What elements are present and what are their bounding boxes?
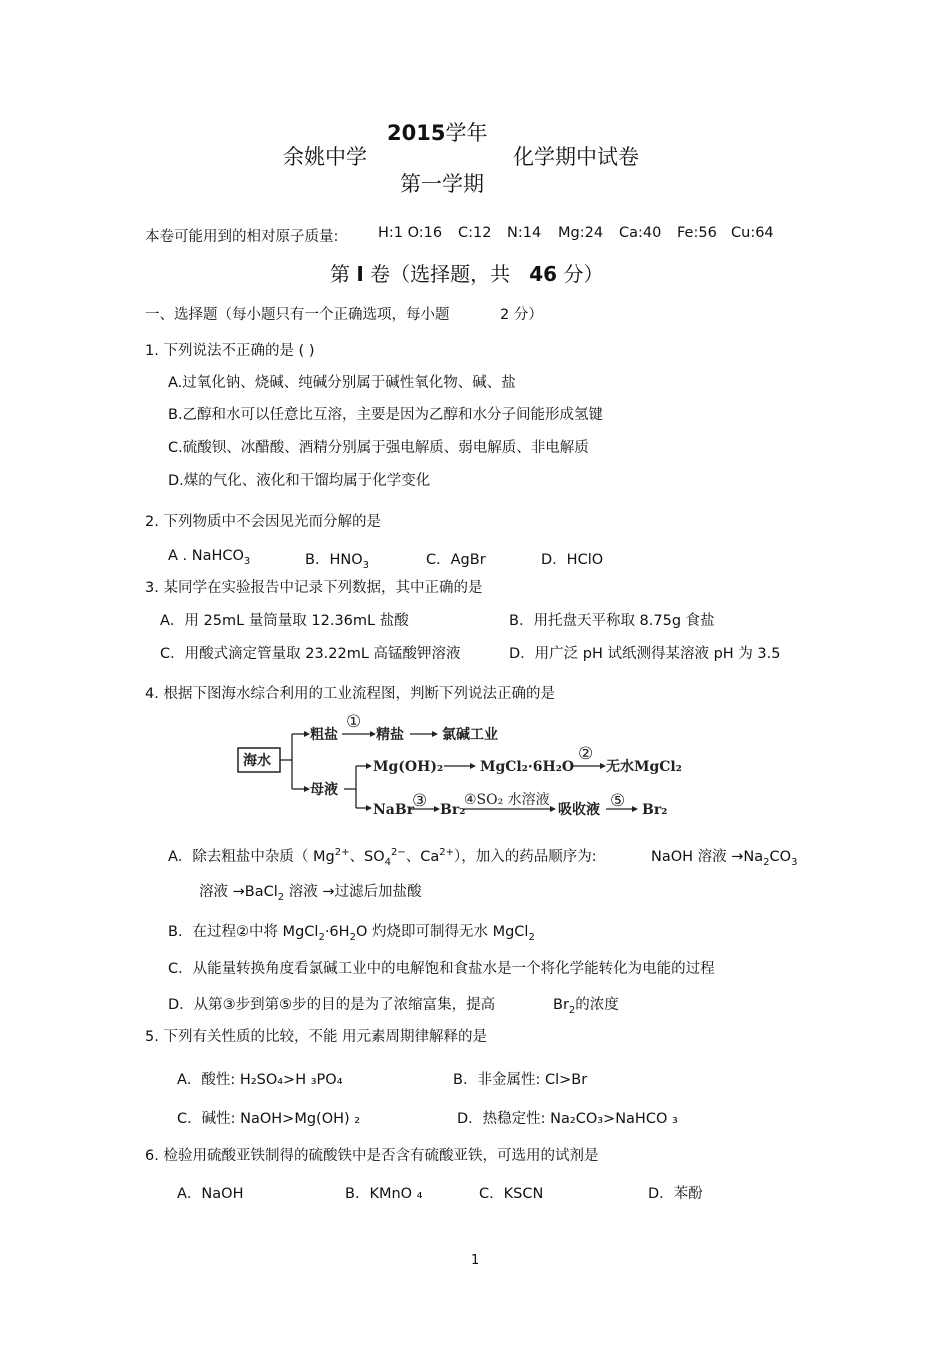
section-title: 第 I 卷（选择题，共 46 分） xyxy=(330,262,604,286)
question-stem: 2. 下列物质中不会因见光而分解的是 xyxy=(145,514,381,530)
question-stem: 3. 某同学在实验报告中记录下列数据，其中正确的是 xyxy=(145,580,483,596)
question-stem: 5. 下列有关性质的比较，不能 用元素周期律解释的是 xyxy=(145,1029,488,1045)
flow-mother-liquor: 母液 xyxy=(310,782,338,798)
option: A . NaHCO$_3$ xyxy=(168,548,251,567)
flow-br2-b: Br₂ xyxy=(642,802,668,818)
flow-nabr: NaBr xyxy=(373,802,415,818)
header-year: 2015学年 xyxy=(387,121,488,145)
question-stem: 4. 根据下图海水综合利用的工业流程图，判断下列说法正确的是 xyxy=(145,686,555,702)
flow-absorb: 吸收液 xyxy=(558,802,600,818)
flow-anhydrous: 无水MgCl₂ xyxy=(606,759,682,775)
option-d: D．从第③步到第⑤步的目的是为了浓缩富集，提高 xyxy=(168,997,496,1013)
question-stem: 1. 下列说法不正确的是 ( ) xyxy=(145,343,315,359)
header-exam: 化学期中试卷 xyxy=(513,145,639,169)
flow-crude-salt: 粗盐 xyxy=(310,727,338,743)
atomic-mass-item: Ca:40 xyxy=(619,225,662,241)
atomic-mass-item: H:1 O:16 xyxy=(378,225,443,241)
option: A．酸性: H₂SO₄>H ₃PO₄ xyxy=(177,1072,343,1088)
option: C．KSCN xyxy=(479,1186,544,1202)
flow-so2: ④SO₂ 水溶液 xyxy=(464,792,550,808)
atomic-masses-label: 本卷可能用到的相对原子质量: xyxy=(145,229,339,245)
option: D．用广泛 pH 试纸测得某溶液 pH 为 3.5 xyxy=(509,646,781,662)
atomic-mass-item: C:12 xyxy=(458,225,492,241)
option: D．苯酚 xyxy=(648,1186,703,1202)
option: C.硫酸钡、冰醋酸、酒精分别属于强电解质、弱电解质、非电解质 xyxy=(168,440,589,456)
atomic-mass-item: Fe:56 xyxy=(677,225,717,241)
flow-mgcl2-hydrate: MgCl₂·6H₂O xyxy=(480,759,575,775)
flow-seawater: 海水 xyxy=(243,753,271,769)
option-d-br2: $Br_2$的浓度 xyxy=(553,997,619,1016)
question-stem: 6. 检验用硫酸亚铁制得的硫酸铁中是否含有硫酸亚铁，可选用的试剂是 xyxy=(145,1148,599,1164)
option: A.过氧化钠、烧碱、纯碱分别属于碱性氧化物、碱、盐 xyxy=(168,375,516,391)
option: C．碱性: NaOH>Mg(OH) ₂ xyxy=(177,1111,361,1127)
option: C．AgBr xyxy=(426,552,486,568)
atomic-mass-item: Mg:24 xyxy=(558,225,604,241)
option: B．$HNO_3$ xyxy=(305,552,369,571)
atomic-mass-item: Cu:64 xyxy=(731,225,774,241)
option: C．用酸式滴定管量取 23.22mL 高锰酸钾溶液 xyxy=(160,646,461,662)
page-number: 1 xyxy=(471,1253,480,1268)
option: A．用 25mL 量筒量取 12.36mL 盐酸 xyxy=(160,613,409,629)
option: B．用托盘天平称取 8.75g 食盐 xyxy=(509,613,715,629)
option: A．NaOH xyxy=(177,1186,244,1202)
part-heading: 一、选择题（每小题只有一个正确选项，每小题 xyxy=(145,307,450,323)
flow-step-2: ② xyxy=(578,744,594,764)
flow-step-5: ⑤ xyxy=(610,791,626,811)
option: D．热稳定性: Na₂CO₃>NaHCO ₃ xyxy=(457,1111,678,1127)
option-a-reagents: NaOH 溶液 $\to Na_2CO_3$ xyxy=(651,849,798,868)
option: B.乙醇和水可以任意比互溶，主要是因为乙醇和水分子间能形成氢键 xyxy=(168,407,604,423)
option: D．HClO xyxy=(541,552,604,568)
option-b: B．在过程②中将 $MgCl_2\cdot 6H_2O$ 灼烧即可制得无水 MgCl$_2$ xyxy=(168,924,535,943)
option-a-line1: A．除去粗盐中杂质（ $Mg^{2+}$、$SO_4^{2-}$、$Ca^{2+}$），加入的药品顺序为: xyxy=(168,847,597,868)
option: D.煤的气化、液化和干馏均属于化学变化 xyxy=(168,473,431,489)
atomic-mass-item: N:14 xyxy=(507,225,542,241)
option-a-line2: 溶液 →BaCl$_2$ 溶液 →过滤后加盐酸 xyxy=(199,884,422,903)
header-school: 余姚中学 xyxy=(283,145,367,169)
header-semester: 第一学期 xyxy=(400,172,484,196)
option: B．KMnO ₄ xyxy=(345,1186,423,1202)
flow-mgoh2: Mg(OH)₂ xyxy=(373,759,444,775)
option: B．非金属性: Cl>Br xyxy=(453,1072,588,1088)
flow-refined-salt: 精盐 xyxy=(376,727,404,743)
flow-step-3: ③ xyxy=(412,791,428,811)
part-points: 2 分） xyxy=(500,307,543,323)
flow-diagram xyxy=(232,708,692,828)
flow-br2-a: Br₂ xyxy=(440,802,466,818)
option-c: C．从能量转换角度看氯碱工业中的电解饱和食盐水是一个将化学能转化为电能的过程 xyxy=(168,961,715,977)
flow-step-1: ① xyxy=(346,712,362,732)
flow-chlor-alkali: 氯碱工业 xyxy=(442,727,498,743)
